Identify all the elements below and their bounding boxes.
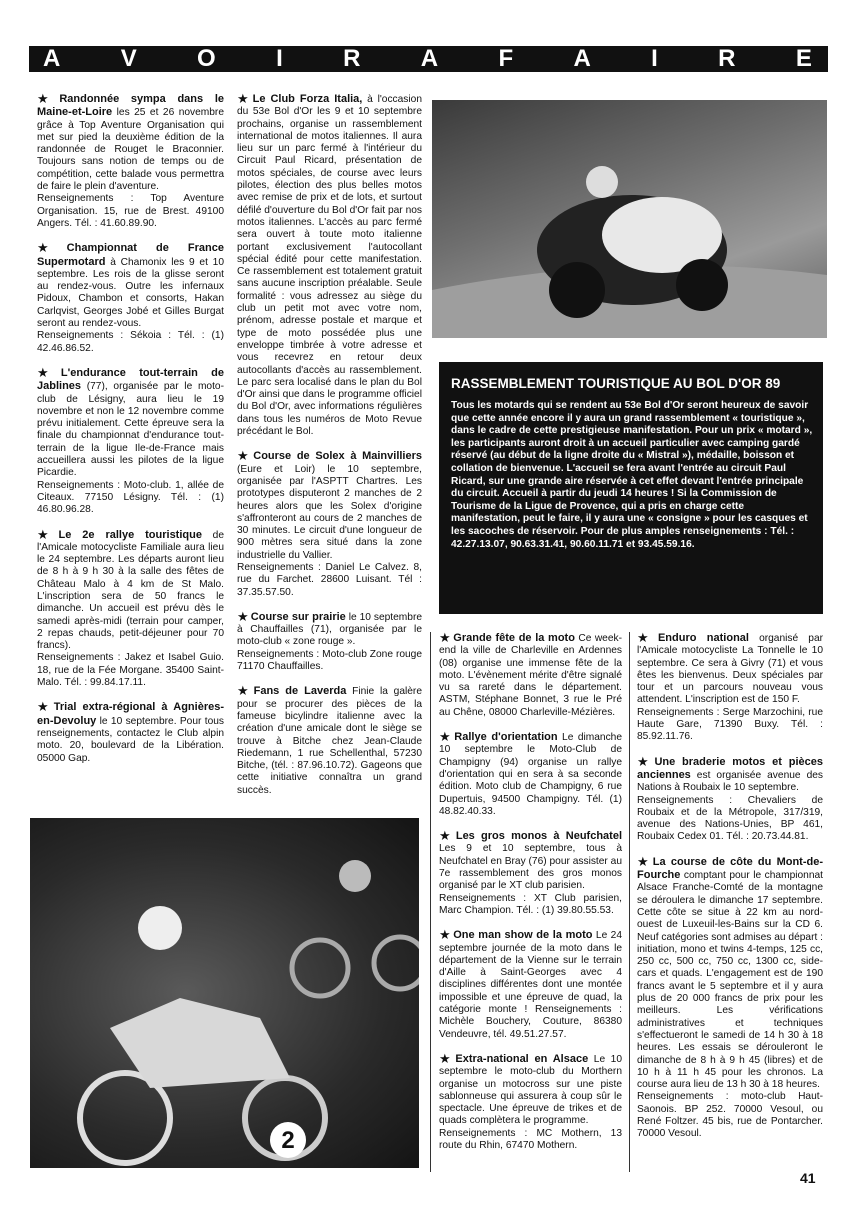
star-icon: ★ [439,630,452,645]
article-body: Les 9 et 10 septembre, tous à Neufchatel en Bray (76) pour assister au 7e rassemblement des gros monos organisé par le XT club parisien. [439,843,622,892]
info-box-title: RASSEMBLEMENT TOURISTIQUE AU BOL D'OR 89 [451,376,781,391]
article-item [37,93,224,230]
page-number: 41 [800,1170,816,1186]
column-4 [637,632,823,1153]
star-icon: ★ [439,927,452,943]
article-body: comptant pour le championnat Alsace Franche-Comté de la montagne se déroulera le dimanche 17 septembre. Cette côte se situe à 22 km au nord-ouest de Luxeuil-les-Bains sur la CD 6. Neuf catégories sont admises au départ : initiation, mono et twins 4-temps, 125 cc, 250 cc, 500 cc, 750 cc, 1300 cc, side-cars et quads. L'engagement est de 190 francs avant le 5 septembre et il y aura plus de 20 000 francs de prix pour les meilleurs. Les vérifications administratives et techniques s'effectueront le samedi de 14 h 30 à 18 heures. Les essais se dérouleront le dimanche de 8 h à 9 h 45 (libres) et de 10 h à 11 h 45 pour les chronos. La course aura lieu de 13 h 30 à 18 heures. [637,870,823,1091]
article-title: Rallye d'orientation [454,731,558,744]
article-item [237,608,423,673]
photo-motocross-riders [30,818,419,1168]
star-icon: ★ [37,240,65,256]
header-letter: O [197,45,218,72]
article-body: les 25 et 26 novembre grâce à Top Aventure Organisation qui met sur pied la deuxième édition de la randonnée de Rouget le Braconnier. Toujours sans notion de temps ou de compétition, cette balade vous permettra de faire le plein d'aventure. [37,107,224,193]
article-body: Le dimanche 10 septembre le Moto-Club de Champigny (94) organise un rallye d'orientation qui en sera à sa seconde édition. Moto club de Champigny, 6 rue Dupertuis, 94500 Champigny. Tél. (1) 48.82.40.33. [439,732,622,817]
article-body: de l'Amicale motocycliste Familiale aura lieu le 24 septembre. Les départs auront lieu de 8 h à 9 h 30 à la salle des fêtes de Château Malo à 4 km de St Malo. L'inscription sera de 50 francs le dimanche. Un accueil est prévu dès le samedi après-midi (terrain pour camper, 2 repas chauds, petit-déjeuner pour 70 francs). [37,529,224,652]
column-divider [629,632,630,1172]
column-2 [237,93,422,809]
article-contact-info: Renseignements : Sékoia : Tél. : (1) 42.46.86.52. [37,330,224,354]
header-letter: R [343,45,363,72]
article-title: One man show de la moto [453,929,593,942]
star-icon: ★ [37,91,58,106]
article-item [37,526,224,690]
article-title: Enduro national [657,632,749,644]
column-divider [430,632,431,1172]
article-body: le 10 septembre à Chauffailles (71), organisée par le moto-club « zone rouge ». [237,611,423,648]
article-item [37,242,224,355]
star-icon: ★ [37,699,52,715]
article-title: Extra-national en Alsace [455,1052,589,1065]
article-title: Course de Solex à Mainvilliers [253,450,423,463]
article-item [237,93,422,438]
header-letter: A [573,45,593,72]
article-body: à l'occasion du 53e Bol d'Or les 9 et 10 septembre prochains, organise un rassemblement international de motos italiennes. Il aura lieu sur un parc fermé à l'intérieur du Circuit Paul Ricard, présentation de motos spéciales, de course avec leurs pilotes, élection des plus belles motos avec remise de prix et de lots, et surtout défilé d'ouverture du Bol d'Or fait par nos motos italiennes. L'accès au parc fermé sera ouvert à toute moto italienne portant exclusivement l'autocollant spécial édité pour cette manifestation. Ce rassemblement est totalement gratuit sans aucune inscription préalable. Seule formalité : vous adressez au siège du club un petit mot avec votre nom, prénom, adresse postale et marque et type de moto possédée plus une enveloppe timbrée à votre adresse et vous recevrez en retour deux autocollants d'accès au rassemblement. Le parc sera localisé dans le plan du Bol d'Or ainsi que dans le programme officiel du Bol d'Or, avec informations régulières dans tous les numéros de Moto Revue précédant le Bol. [237,94,422,438]
star-icon: ★ [237,91,251,106]
article-contact-info: Renseignements : Jakez et Isabel Guio. 18, rue de la Fée Morgane. 35400 Saint-Malo. Tél. : 99.84.17.11. [37,652,224,689]
article-title: Une braderie motos et pièces anciennes [637,755,823,781]
article-contact-info: Renseignements : MC Mothern, 13 route du Rhin, 67470 Mothern. [439,1127,622,1151]
article-item [439,1050,623,1152]
article-title: Les gros monos à Neufchatel [455,830,622,843]
article-body: le 10 septembre. Pour tous renseignements, contactez le Club alpin moto. 20, boulevard de la Libération. 05000 Gap. [37,715,224,764]
column-1 [37,93,224,777]
star-icon: ★ [237,608,249,624]
article-title: Le 2e rallye touristique [58,528,202,541]
article-body: organisé par l'Amicale motocycliste La Tonnelle le 10 septembre. Ce sera à Givry (71) et vous êtes les bienvenus. Deux spéciales par tour et un parcours nouveau vous attendent. L'inscription est de 150 F. [637,633,824,706]
header-letter: A [43,45,63,72]
star-icon: ★ [37,526,57,542]
article-item [439,929,622,1041]
info-box-body: Tous les motards qui se rendent au 53e Bol d'Or seront heureux de savoir que cette année encore il y aura un grand rassemblement « touristique », dans le cadre de cette prestigieuse manifestation. Pour un prix « motard », les participants auront droit à un accueil particulier avec camping gardé réservé (au début de la ligne droite du « Mistral »), médaille, boisson et collation de bienvenue. L'accueil se fera avant l'entrée au circuit Paul Ricard, sur une grande aire réservée à cet effet devant l'entrée principale du circuit. Accueil à partir du jeudi 14 heures ! Si la Commission de Tourisme de la Ligue de Provence, qui a pris en charge cette manifestation, peut le faire, il y aura une « consigne » pour les casques et les sacoches de réservoir. Pour de plus amples renseignements : Tél. : 42.27.13.07, 90.63.31.41, 90.60.11.71 et 93.45.59.16. [451,400,813,550]
star-icon: ★ [439,729,453,745]
article-item [237,685,422,797]
article-body: (77), organisée par le moto-club de Lésigny, aura lieu le 19 novembre et non le 12 novembre comme prévu initialement. Cette épreuve sera la finale du championnat d'endurance tout-terrain de la ligue Ile-de-France mais accueillera aussi les pilotes de la ligue Picardie. [37,381,224,479]
article-body: Finie la galère pour se procurer des pièces de la fameuse bicylindre italienne avec la création d'une amicale dont le siège se trouve à Bitche chez Jean-Claude Riedemann, 1 rue Schellenthal, 57230 Bitche, (tél. : 87.96.10.72). Gageons que cette initiative connaîtra un grand succès. [237,686,422,796]
article-contact-info: Renseignements : Daniel Le Calvez. 8, rue du Farchet. 28600 Luisant. Tél : 37.35.57.50. [237,561,422,598]
article-contact-info: Renseignements : Moto-club Zone rouge 71170 Chauffailles. [237,648,422,673]
header-letter: R [718,45,738,72]
article-item [637,853,823,1141]
header-letter: I [276,45,285,72]
article-contact-info: Renseignements : Moto-club. 1, allée de Citeaux. 77150 Lésigny. Tél. : (1) 46.80.96.28. [37,479,224,516]
article-body: est organisée avenue des Nations à Roubaix le 10 septembre. [637,769,823,794]
article-item [637,632,823,744]
star-icon: ★ [37,364,59,380]
article-title: La course de côte du Mont-de-Fourche [637,855,823,882]
svg-text:2: 2 [281,1127,295,1154]
article-title: Championnat de France Supermotard [37,242,224,268]
article-item [439,632,622,719]
article-title: Randonnée sympa dans le Maine-et-Loire [37,93,225,119]
star-icon: ★ [637,753,653,769]
article-contact-info: Renseignements : Chevaliers de Roubaix et de la Métropole, 317/319, avenue des Nations-Unies, BP 461, Roubaix Cedex 01. Tél. : 20.73.44.81. [637,794,823,843]
article-item [439,731,622,818]
article-item [439,830,622,917]
article-contact-info: Renseignements : Serge Marzochini, rue Haute Gare, 71390 Buxy. Tél. : 85.92.11.76. [637,706,823,743]
star-icon: ★ [439,1050,454,1066]
header-letter: I [651,45,660,72]
article-contact-info: Renseignements : Top Aventure Organisation. 15, rue de Brest. 49100 Angers. Tél. : 41.60.89.90. [37,193,224,229]
article-body: Ce week-end la ville de Charleville en Ardennes (08) organise une immense fête de la moto. L'évènement mérite d'être signalé vu sa rareté dans le département. ASTM, Stéphane Bonnet, 3 rue le Pré au Chêne, 08000 Charleville-Mézières. [439,633,623,718]
article-body: Le 10 septembre le moto-club du Morthern organise un motocross sur une piste sablonneuse qui assurera à coup sûr le spectacle. Une épreuve de trikes et de quads complètera le programme. [439,1053,623,1127]
column-3 [439,632,622,1164]
article-title: Course sur prairie [250,610,346,623]
article-body: Le 24 septembre journée de la moto dans le département de la Vienne sur le terrain d'Aille à Saint-Georges avec 4 disciplines différentes dont une montée impossible et une épreuve de quad, la catégorie monte ! Renseignements : Michèle Bouchery, Couture, 86380 Vendeuvre, tél. 49.51.27.57. [439,930,623,1040]
article-title: Grande fête de la moto [453,632,575,644]
article-title: Fans de Laverda [253,685,347,698]
info-box-bol-dor [439,362,823,614]
article-item [637,753,823,844]
header-letter: E [795,45,814,72]
star-icon: ★ [237,448,252,464]
star-icon: ★ [237,683,252,699]
article-item [37,364,225,517]
article-item [237,450,422,599]
star-icon: ★ [439,828,454,844]
section-header [29,46,828,72]
article-contact-info: Renseignements : XT Club parisien, Marc Champion. Tél. : (1) 39.80.55.53. [439,892,622,916]
article-contact-info: Renseignements : moto-club Haut-Saonois. BP 252. 70000 Vesoul, ou René Foltzer. 45 bis, rue de Pontarcher. 70000 Vesoul. [637,1091,823,1140]
header-letter: F [498,45,516,72]
photo-racing-motorcycle [432,100,827,338]
star-icon: ★ [637,853,651,869]
article-body: (Eure et Loir) le 10 septembre, organisée par l'ASPTT Chartres. Les prototypes disputeront 2 manches de 2 heures alors que les Solex d'origine s'affronteront au cours de 2 manches de 30 minutes. Le circuit d'une longueur de 900 mètres sera situé dans la zone industrielle du Vallier. [237,463,422,561]
article-title: Le Club Forza Italia, [252,93,363,105]
article-title: L'endurance tout-terrain de Jablines [37,366,225,393]
header-letter: V [120,45,139,72]
article-item [37,701,224,764]
header-letter: A [420,45,441,72]
star-icon: ★ [637,630,656,645]
article-title: Trial extra-régional à Agnières-en-Devoluy [37,701,225,727]
article-body: à Chamonix les 9 et 10 septembre. Les rois de la glisse seront au rendez-vous. Outre les infernaux Pidoux, Chambon et consorts, Hakan Carlqvist, Georges Jobé et Gilles Burgat seront au rendez-vous. [37,256,224,330]
